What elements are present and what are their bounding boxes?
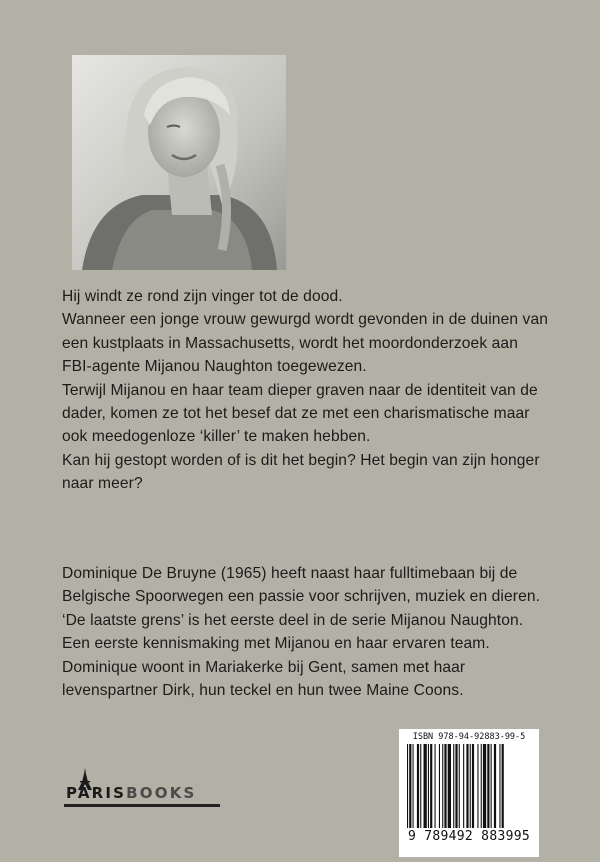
bio-line: levenspartner Dirk, hun teckel en hun twee Maine Coons. (62, 682, 464, 700)
blurb-line: naar meer? (62, 475, 143, 493)
back-cover-blurb (62, 285, 562, 496)
bio-line: Een eerste kennismaking met Mijanou en haar ervaren team. (62, 635, 490, 653)
author-photo (72, 55, 286, 270)
publisher-name (66, 784, 197, 802)
barcode-digits: 9 789492 883995 (408, 829, 530, 844)
blurb-line: Wanneer een jonge vrouw gewurgd wordt gevonden in de duinen van (62, 311, 548, 329)
logo-books: BOOKS (126, 784, 197, 802)
blurb-line: een kustplaats in Massachusetts, wordt het moordonderzoek aan (62, 334, 518, 352)
barcode (399, 729, 539, 857)
author-portrait-image (72, 55, 286, 270)
logo-underline (64, 804, 220, 807)
logo-paris: PARIS (66, 784, 127, 802)
blurb-line: Terwijl Mijanou en haar team dieper graven naar de identiteit van de (62, 381, 538, 399)
blurb-line: FBI-agente Mijanou Naughton toegewezen. (62, 358, 367, 376)
bio-line: Belgische Spoorwegen een passie voor schrijven, muziek en dieren. (62, 588, 541, 606)
barcode-bars (407, 744, 531, 828)
blurb-line: Hij windt ze rond zijn vinger tot de dood. (62, 288, 343, 305)
bio-line: Dominique De Bruyne (1965) heeft naast haar fulltimebaan bij de (62, 565, 518, 582)
bio-line: ‘De laatste grens’ is het eerste deel in de serie Mijanou Naughton. (62, 611, 524, 629)
author-bio (62, 562, 562, 702)
bio-line: Dominique woont in Mariakerke bij Gent, samen met haar (62, 658, 466, 676)
isbn-label: ISBN 978-94-92883-99-5 (412, 732, 526, 742)
blurb-line: Kan hij gestopt worden of is dit het begin? Het begin van zijn honger (62, 451, 540, 469)
blurb-line: ook meedogenloze ‘killer’ te maken hebben. (62, 428, 371, 446)
publisher-logo (64, 768, 220, 810)
blurb-line: dader, komen ze tot het besef dat ze met een charismatische maar (62, 405, 530, 423)
